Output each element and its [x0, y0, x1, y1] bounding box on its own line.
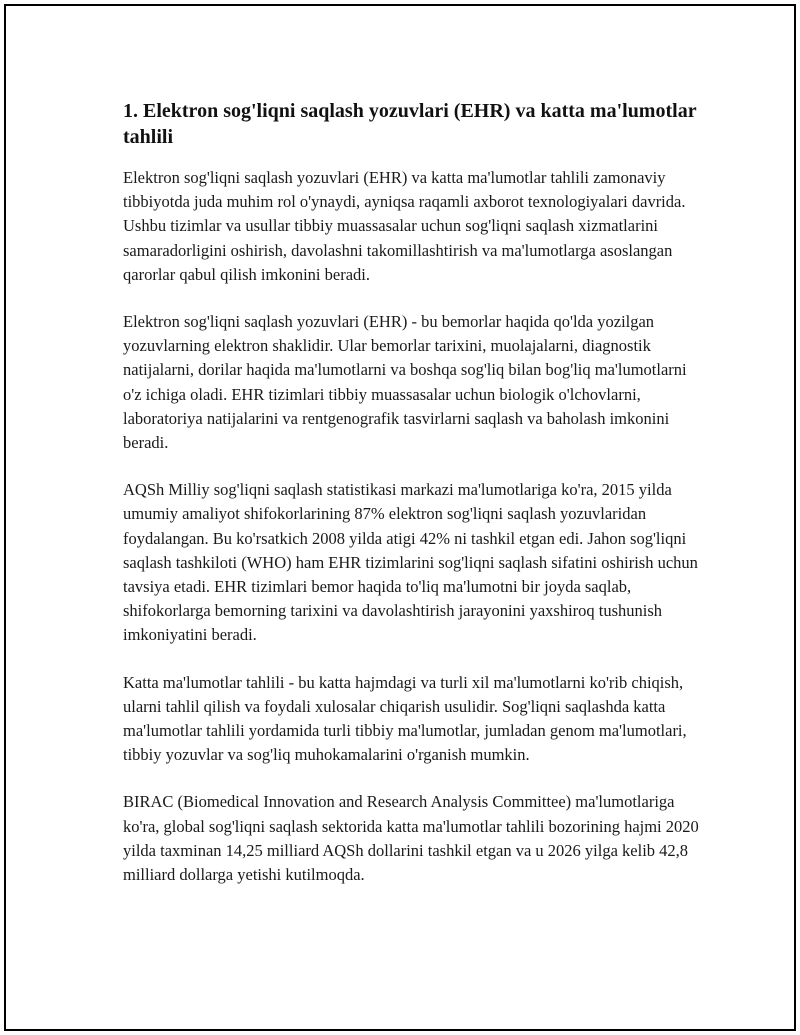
page-frame: [4, 4, 796, 1031]
paragraph-intro: Elektron sog'liqni saqlash yozuvlari (EHR) va katta ma'lumotlar tahlili zamonaviy tibbiyotda juda muhim rol o'ynaydi, ayniqsa raqamli axborot texnologiyalari davrida. Ushbu tizimlar va usullar tibbiy muassasalar uchun sog'liqni saqlash xizmatlarini samaradorligini oshirish, davolashni takomillashtirish va ma'lumotlarga asoslangan qarorlar qabul qilish imkonini beradi.: [123, 168, 686, 284]
document-body: [123, 98, 703, 910]
paragraph-ehr-statistics: AQSh Milliy sog'liqni saqlash statistikasi markazi ma'lumotlariga ko'ra, 2015 yilda umumiy amaliyot shifokorlarining 87% elektron sog'liqni saqlash yozuvlaridan foydalangan. Bu ko'rsatkich 2008 yilda atigi 42% ni tashkil etgan edi. Jahon sog'liqni saqlash tashkiloti (WHO) ham EHR tizimlarini sog'liqni saqlash sifatini oshirish uchun tavsiya etadi. EHR tizimlari bemor haqida to'liq ma'lumotni bir joyda saqlab, shifokorlarga bemorning tarixini va davolashtirish jarayonini yaxshiroq tushunish imkoniyatini beradi.: [123, 480, 698, 645]
section-title: 1. Elektron sog'liqni saqlash yozuvlari (EHR) va katta ma'lumotlar tahlili: [123, 100, 697, 148]
paragraph-big-data-market: BIRAC (Biomedical Innovation and Research Analysis Committee) ma'lumotlariga ko'ra, global sog'liqni saqlash sektorida katta ma'lumotlar tahlili bozorining hajmi 2020 yilda taxminan 14,25 milliard AQSh dollarini tashkil etgan va u 2026 yilga kelib 42,8 milliard dollarga yetishi kutilmoqda.: [123, 792, 699, 885]
paragraph-ehr-definition: Elektron sog'liqni saqlash yozuvlari (EHR) - bu bemorlar haqida qo'lda yozilgan yozuvlarning elektron shaklidir. Ular bemorlar tarixini, muolajalarni, diagnostik natijalarni, dorilar haqida ma'lumotlarni va boshqa sog'liq bilan bog'liq ma'lumotlarni o'z ichiga oladi. EHR tizimlari tibbiy muassasalar uchun biologik o'lchovlarni, laboratoriya natijalarini va rentgenografik tasvirlarni saqlash va baholash imkonini beradi.: [123, 312, 687, 453]
paragraph-big-data-definition: Katta ma'lumotlar tahlili - bu katta hajmdagi va turli xil ma'lumotlarni ko'rib chiqish, ularni tahlil qilish va foydali xulosalar chiqarish usulidir. Sog'liqni saqlashda katta ma'lumotlar tahlili yordamida turli tibbiy ma'lumotlar, jumladan genom ma'lumotlari, tibbiy yozuvlar va sog'liq muhokamalarini o'rganish mumkin.: [123, 672, 687, 765]
